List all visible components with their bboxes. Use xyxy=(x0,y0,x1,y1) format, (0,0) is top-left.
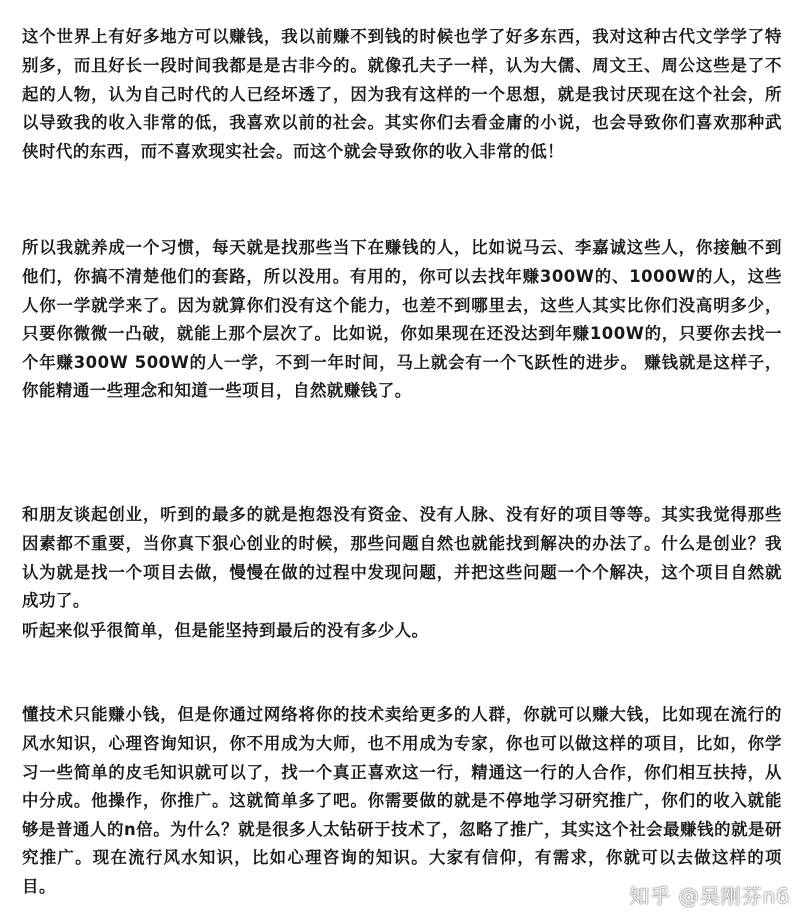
paragraph-3: 和朋友谈起创业，听到的最多的就是抱怨没有资金、没有人脉、没有好的项目等等。其实我觉得那些因素都不重要，当你真下狠心创业的时候，那些问题自然也就能找到解决的办法了。什么是创业？我认为就是找一个项目去做，慢慢在做的过程中发现问题，并把这些问题一个个解决，这个项目自然就成功了。 xyxy=(22,505,782,611)
paragraph-5: 懂技术只能赚小钱，但是你通过网络将你的技术卖给更多的人群，你就可以赚大钱，比如现在流行的风水知识，心理咨询知识，你不用成为大师，也不用成为专家，你也可以做这样的项目，比如，你学习一些简单的皮毛知识就可以了，找一个真正喜欢这一行，精通这一行的人合作，你们相互扶持，从中分成。他操作，你推广。这就简单多了吧。你需要做的就是不停地学习研究推广，你们的收入就能够是普通人的n倍。为什么？就是很多人太钻研于技术了，忽略了推广，其实这个社会最赚钱的就是研究推广。现在流行风水知识，比如心理咨询的知识。大家有信仰，有需求，你就可以去做这样的项目。 xyxy=(22,705,782,896)
paragraph-4: 听起来似乎很简单，但是能坚持到最后的没有多少人。 xyxy=(22,621,429,641)
paragraph-1: 这个世界上有好多地方可以赚钱，我以前赚不到钱的时候也学了好多东西，我对这种古代文学学了特别多，而且好长一段时间我都是是古非今的。就像孔夫子一样，认为大儒、周文王、周公这些是了不起的人物，认为自己时代的人已经坏透了，因为我有这样的一个思想，就是我讨厌现在这个社会，所以导致我的收入非常的低，我喜欢以前的社会。其实你们去看金庸的小说，也会导致你们喜欢那种武侠时代的东西，而不喜欢现实社会。而这个就会导致你的收入非常的低！ xyxy=(22,27,782,161)
zhihu-watermark: 知乎 @吴刚芬n6 xyxy=(629,884,790,908)
paragraph-2: 所以我就养成一个习惯，每天就是找那些当下在赚钱的人，比如说马云、李嘉诚这些人，你接触不到他们，你搞不清楚他们的套路，所以没用。有用的，你可以去找年赚300W的、1000W的人，这些人你一学就学来了。因为就算你们没有这个能力，也差不到哪里去，这些人其实比你们没高明多少，只要你微微一凸破，就能上那个层次了。比如说，你如果现在还没达到年赚100W的，只要你去找一个年赚300W 500W的人一学，不到一年时间，马上就会有一个飞跃性的进步。 赚钱就是这样子，你能精通一些理念和知道一些项目，自然就赚钱了。 xyxy=(22,238,782,401)
